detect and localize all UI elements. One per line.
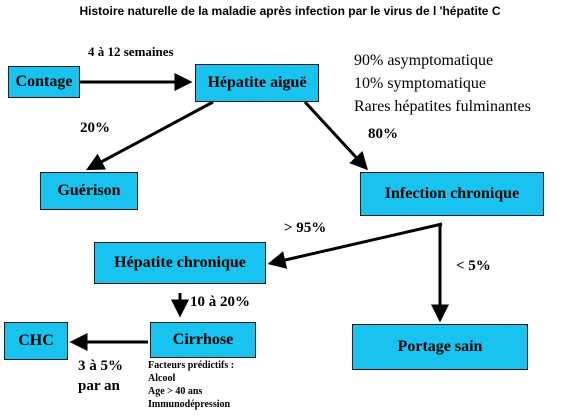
label-pct-guerison: 20% [80, 120, 110, 136]
box-chc [4, 322, 68, 360]
box-hepatite-aigue [195, 64, 319, 102]
box-hepatite-aigue-label: Hépatite aiguë [207, 74, 307, 91]
box-contage-label: Contage [15, 73, 73, 90]
box-portage-sain [352, 324, 528, 370]
facteur-item: Alcool [148, 373, 176, 384]
label-pct-chronique: 80% [368, 126, 398, 142]
box-infection-chronique-label: Infection chronique [384, 185, 520, 202]
box-hepatite-chronique-label: Hépatite chronique [114, 254, 246, 271]
box-guerison-label: Guérison [57, 182, 121, 199]
facteur-item: Age > 40 ans [148, 386, 203, 397]
label-delay: 4 à 12 semaines [88, 44, 174, 59]
box-contage [8, 66, 80, 98]
box-hepatite-chronique [94, 242, 266, 284]
box-infection-chronique [360, 172, 544, 216]
facteur-item: Immunodépression [148, 399, 231, 410]
label-symptomatique: 10% symptomatique [354, 75, 486, 92]
diagram-title: Histoire naturelle de la maladie après infection par le virus de l 'hépatite C [79, 4, 501, 18]
label-chc-rate: 3 à 5% [78, 358, 123, 374]
label-asymptomatique: 90% asymptomatique [354, 52, 494, 69]
box-portage-sain-label: Portage sain [397, 338, 483, 355]
label-chc-rate-unit: par an [78, 378, 120, 394]
box-cirrhose-label: Cirrhose [172, 331, 234, 348]
box-guerison [40, 172, 138, 210]
label-pct-cirrhose: 10 à 20% [190, 294, 250, 310]
box-cirrhose [150, 322, 256, 358]
label-pct-hepatite-chronique: > 95% [284, 220, 327, 236]
label-pct-portage: < 5% [456, 258, 491, 274]
label-fulminantes: Rares hépatites fulminantes [354, 98, 531, 115]
facteurs-heading: Facteurs prédictifs : [148, 360, 235, 371]
box-chc-label: CHC [18, 332, 54, 349]
